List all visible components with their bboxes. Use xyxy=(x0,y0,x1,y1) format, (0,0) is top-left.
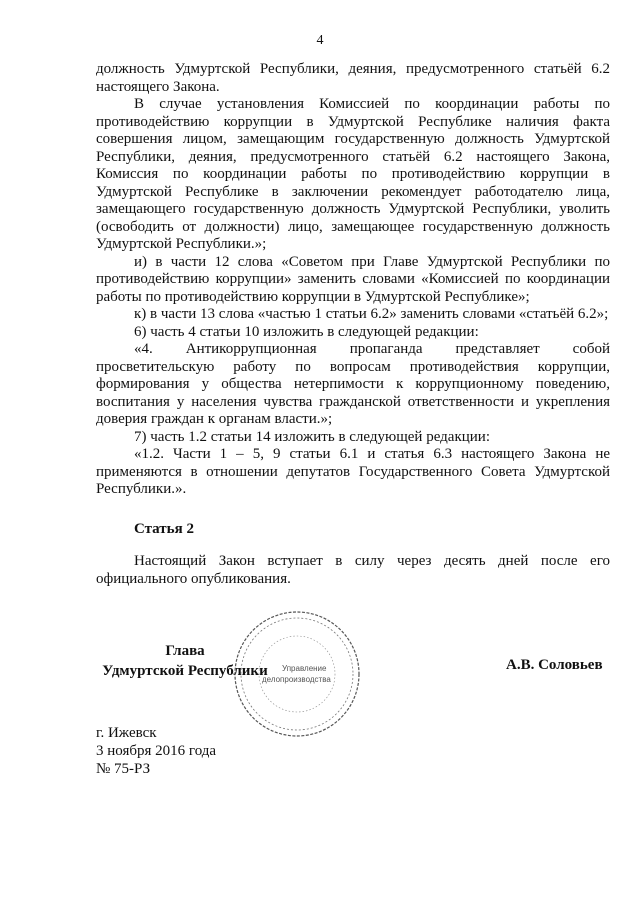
date: 3 ноября 2016 года xyxy=(96,743,217,759)
paragraph-item-6: 6) часть 4 статьи 10 изложить в следующей редакции: xyxy=(134,323,479,340)
paragraph-commission-case: В случае установления Комиссией по координации работы по противодействию коррупции в Удмуртской Республике наличия факта совершения лицом, замещающим государственную должность Удмуртской Республики, деяния, предусмотренного статьёй 6.2 настоящего Закона, Комиссия по координации работы по противодействию коррупции в Удмуртской Республике в заключении рекомендует работодателю лица, замещающего государственную должность Удмуртской Республики, уволить (освободить от должности) лицо, замещающее государственную должность Удмуртской Республики.»; xyxy=(96,96,610,252)
stamp-line1: Управление xyxy=(282,664,327,673)
paragraph-item-i: и) в части 12 слова «Советом при Главе Удмуртской Республики по противодействию коррупции» заменить словами «Комиссией по координации работы по противодействию коррупции в Удмуртской Республике»; xyxy=(96,253,610,305)
paragraph-quote-4: «4. Антикоррупционная пропаганда представляет собой просветительскую работу по вопросам противодействия коррупции, формирования у общества нетерпимости к коррупционному поведению, воспитания у населения чувства гражданской ответственности и укрепления доверия граждан к органам власти.»; xyxy=(96,341,610,427)
signature-title-line2: Удмуртской Республики xyxy=(102,663,268,679)
signatory-name: А.В. Соловьев xyxy=(506,657,603,673)
paragraph-item-7: 7) часть 1.2 статьи 14 изложить в следующей редакции: xyxy=(134,428,490,445)
place-date-block xyxy=(96,724,216,778)
paragraph-continuation: должность Удмуртской Республики, деяния, предусмотренного статьёй 6.2 настоящего Закона. xyxy=(96,61,610,95)
signature-title-line1: Глава xyxy=(165,643,205,659)
final-section xyxy=(96,553,610,588)
law-number: № 75-РЗ xyxy=(96,761,151,777)
official-stamp-seal xyxy=(232,609,362,739)
stamp-line2: делопроизводства xyxy=(262,675,331,684)
paragraph-item-k: к) в части 13 слова «частью 1 статьи 6.2» заменить словами «статьёй 6.2»; xyxy=(134,306,609,322)
article-heading: Статья 2 xyxy=(134,521,194,537)
final-paragraph: Настоящий Закон вступает в силу через десять дней после его официального опубликования. xyxy=(96,553,610,587)
paragraph-quote-1-2: «1.2. Части 1 – 5, 9 статьи 6.1 и статья 6.3 настоящего Закона не применяются в отношении депутатов Государственного Совета Удмуртской Республики.». xyxy=(96,446,610,497)
page-number: 4 xyxy=(316,33,324,48)
document-body xyxy=(96,61,610,499)
city: г. Ижевск xyxy=(96,725,157,741)
